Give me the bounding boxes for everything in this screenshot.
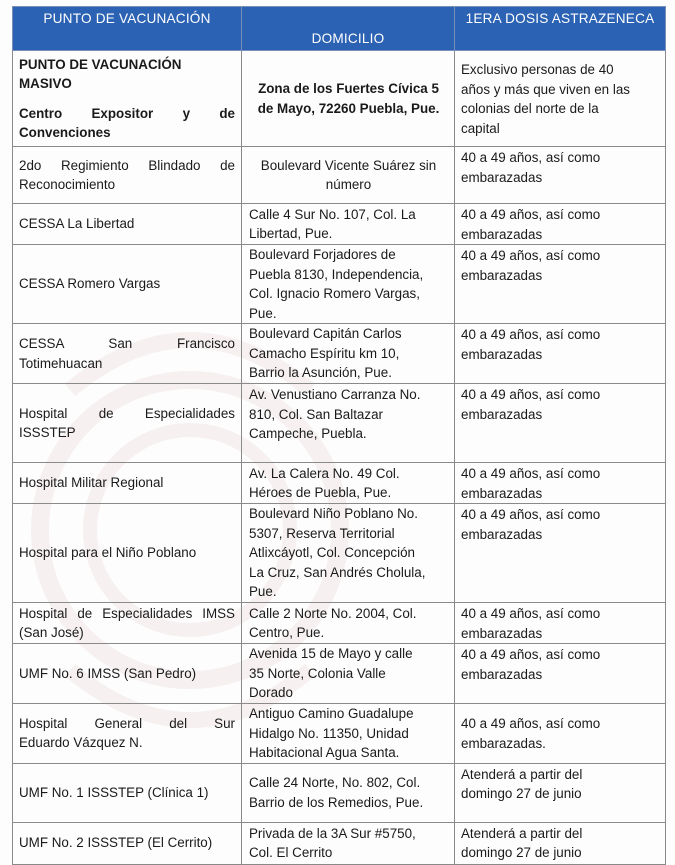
place-line: PUNTO DE VACUNACIÓN xyxy=(19,56,182,72)
dose-line: 40 a 49 años, así como xyxy=(461,248,601,263)
address-line: Calle 24 Norte, No. 802, Col. xyxy=(249,775,421,790)
place-cell xyxy=(13,324,242,384)
table-row xyxy=(13,204,666,245)
address-line: Col. El Cerrito xyxy=(249,845,333,860)
place-line: 2do Regimiento Blindado de xyxy=(19,157,235,173)
address-line: Camacho Espíritu km 10, xyxy=(249,345,400,361)
address-line: Boulevard Capitán Carlos xyxy=(249,326,402,342)
place-line: (San José) xyxy=(19,625,84,640)
dose-cell xyxy=(455,644,666,704)
address-line: 35 Norte, Colonia Valle xyxy=(249,665,386,681)
address-cell xyxy=(242,147,455,204)
place-line: CESSA San Francisco xyxy=(19,336,235,351)
address-line: Atlixcáyotl, Col. Concepción xyxy=(249,545,415,561)
address-line: 810, Col. San Baltazar xyxy=(249,406,383,422)
header-vaccination-point: PUNTO DE VACUNACIÓN xyxy=(13,7,242,51)
dose-cell xyxy=(455,463,666,504)
place-cell xyxy=(13,704,242,764)
dose-line: Atenderá a partir del xyxy=(461,766,583,782)
address-cell xyxy=(242,644,455,704)
dose-line: domingo 27 de junio xyxy=(461,786,582,801)
place-line: CESSA La Libertad xyxy=(19,216,135,232)
address-line: Boulevard Forjadores de xyxy=(249,247,396,262)
place-line: Convenciones xyxy=(19,125,111,140)
dose-cell xyxy=(455,324,666,384)
address-line: de Mayo, 72260 Puebla, Pue. xyxy=(257,100,440,116)
dose-line: años y más que viven en las xyxy=(461,81,630,97)
dose-line: embarazadas xyxy=(461,169,543,185)
address-line: Antiguo Camino Guadalupe xyxy=(249,706,414,721)
address-line: Habitacional Agua Santa. xyxy=(249,745,400,760)
address-line: Barrio de los Remedios, Pue. xyxy=(249,794,424,810)
dose-line: embarazadas xyxy=(461,666,543,682)
address-line: Boulevard Vicente Suárez sin xyxy=(260,157,437,173)
address-line: Barrio la Asunción, Pue. xyxy=(249,365,392,381)
address-line: Campeche, Puebla. xyxy=(249,426,367,441)
dose-line: 40 a 49 años, así como xyxy=(461,716,601,732)
address-line: Calle 2 Norte No. 2004, Col. xyxy=(249,605,417,621)
address-line: Héroes de Puebla, Pue. xyxy=(249,485,392,500)
place-line: UMF No. 6 IMSS (San Pedro) xyxy=(19,665,197,681)
address-line: Libertad, Pue. xyxy=(249,226,333,241)
address-line: Av. La Calera No. 49 Col. xyxy=(249,465,400,481)
header-address: DOMICILIO xyxy=(242,7,455,51)
place-cell xyxy=(13,504,242,603)
dose-line: embarazadas xyxy=(461,625,543,641)
dose-line: 40 a 49 años, así como xyxy=(461,387,601,402)
dose-line: embarazadas xyxy=(461,406,543,422)
dose-line: 40 a 49 años, así como xyxy=(461,507,601,522)
address-line: Hidalgo No. 11350, Unidad xyxy=(249,725,409,741)
address-cell xyxy=(242,51,455,147)
table-row xyxy=(13,644,666,704)
address-line: Zona de los Fuertes Cívica 5 xyxy=(258,81,439,96)
address-cell xyxy=(242,204,455,245)
address-line: Centro, Pue. xyxy=(249,625,325,640)
dose-cell xyxy=(455,763,666,822)
dose-line: embarazadas xyxy=(461,526,543,542)
address-cell xyxy=(242,245,455,324)
dose-line: domingo 27 de junio xyxy=(461,845,582,860)
address-cell xyxy=(242,463,455,504)
table-row xyxy=(13,763,666,822)
place-line: Hospital Militar Regional xyxy=(19,475,164,491)
vaccination-points-table xyxy=(12,6,666,865)
place-cell xyxy=(13,822,242,864)
place-line: Reconocimiento xyxy=(19,177,116,192)
dose-line: 40 a 49 años, así como xyxy=(461,327,601,342)
dose-cell xyxy=(455,822,666,864)
dose-line: 40 a 49 años, así como xyxy=(461,207,601,222)
dose-line: colonias del norte de la xyxy=(461,101,599,116)
dose-cell xyxy=(455,51,666,147)
dose-line: Atenderá a partir del xyxy=(461,825,583,841)
address-line: Pue. xyxy=(249,305,277,321)
dose-cell xyxy=(455,245,666,324)
place-cell xyxy=(13,644,242,704)
dose-line: capital xyxy=(461,120,500,136)
address-cell xyxy=(242,704,455,764)
dose-line: embarazadas xyxy=(461,267,543,283)
address-line: Avenida 15 de Mayo y calle xyxy=(249,646,413,662)
address-line: 5307, Reserva Territorial xyxy=(249,525,395,541)
place-line: UMF No. 1 ISSSTEP (Clínica 1) xyxy=(19,784,209,800)
address-cell xyxy=(242,822,455,864)
place-cell xyxy=(13,204,242,245)
place-line: Hospital para el Niño Poblano xyxy=(19,545,197,561)
table-header-row xyxy=(13,7,666,51)
place-line: UMF No. 2 ISSSTEP (El Cerrito) xyxy=(19,835,213,851)
address-cell xyxy=(242,324,455,384)
dose-line: embarazadas xyxy=(461,226,543,242)
dose-line: 40 a 49 años, así como xyxy=(461,606,601,621)
table-row xyxy=(13,704,666,764)
place-cell xyxy=(13,245,242,324)
place-line: Hospital de Especialidades IMSS xyxy=(19,605,235,621)
address-cell xyxy=(242,763,455,822)
place-cell xyxy=(13,51,242,147)
address-line: Boulevard Niño Poblano No. xyxy=(249,506,418,522)
address-line: La Cruz, San Andrés Cholula, xyxy=(249,564,426,580)
place-line: ISSSTEP xyxy=(19,425,76,440)
table-row xyxy=(13,504,666,603)
table-row xyxy=(13,463,666,504)
dose-line: 40 a 49 años, así como xyxy=(461,150,601,165)
address-line: Pue. xyxy=(249,584,277,600)
table-row xyxy=(13,245,666,324)
dose-cell xyxy=(455,147,666,204)
table-row xyxy=(13,384,666,463)
dose-cell xyxy=(455,204,666,245)
table-row xyxy=(13,51,666,147)
place-line: Eduardo Vázquez N. xyxy=(19,735,143,751)
address-line: Av. Venustiano Carranza No. xyxy=(249,387,421,402)
address-cell xyxy=(242,384,455,463)
dose-cell xyxy=(455,704,666,764)
place-line: Hospital de Especialidades xyxy=(19,405,235,421)
dose-cell xyxy=(455,384,666,463)
dose-line: embarazadas. xyxy=(461,735,546,751)
address-line: Col. Ignacio Romero Vargas, xyxy=(249,286,420,301)
address-line: Puebla 8130, Independencia, xyxy=(249,266,424,282)
dose-line: embarazadas xyxy=(461,346,543,362)
place-cell xyxy=(13,763,242,822)
dose-line: 40 a 49 años, así como xyxy=(461,647,601,662)
header-first-dose: 1ERA DOSIS ASTRAZENECA xyxy=(455,7,666,51)
address-line: número xyxy=(325,177,372,192)
address-cell xyxy=(242,504,455,603)
place-cell xyxy=(13,147,242,204)
address-line: Calle 4 Sur No. 107, Col. La xyxy=(249,206,416,222)
place-cell xyxy=(13,463,242,504)
address-cell xyxy=(242,603,455,644)
place-cell xyxy=(13,384,242,463)
address-line: Dorado xyxy=(249,685,293,701)
place-line: Centro Expositor y de xyxy=(19,105,235,121)
place-line: MASIVO xyxy=(19,76,72,91)
dose-line: embarazadas xyxy=(461,485,543,501)
table-row xyxy=(13,603,666,644)
table-row xyxy=(13,822,666,864)
place-line: CESSA Romero Vargas xyxy=(19,276,161,292)
address-line: Privada de la 3A Sur #5750, xyxy=(249,825,416,841)
dose-cell xyxy=(455,603,666,644)
place-cell xyxy=(13,603,242,644)
place-line: Totimehuacan xyxy=(19,355,103,371)
dose-cell xyxy=(455,504,666,603)
dose-line: 40 a 49 años, así como xyxy=(461,466,601,481)
table-row xyxy=(13,147,666,204)
place-line: Hospital General del Sur xyxy=(19,715,235,731)
dose-line: Exclusivo personas de 40 xyxy=(461,62,614,77)
table-row xyxy=(13,324,666,384)
